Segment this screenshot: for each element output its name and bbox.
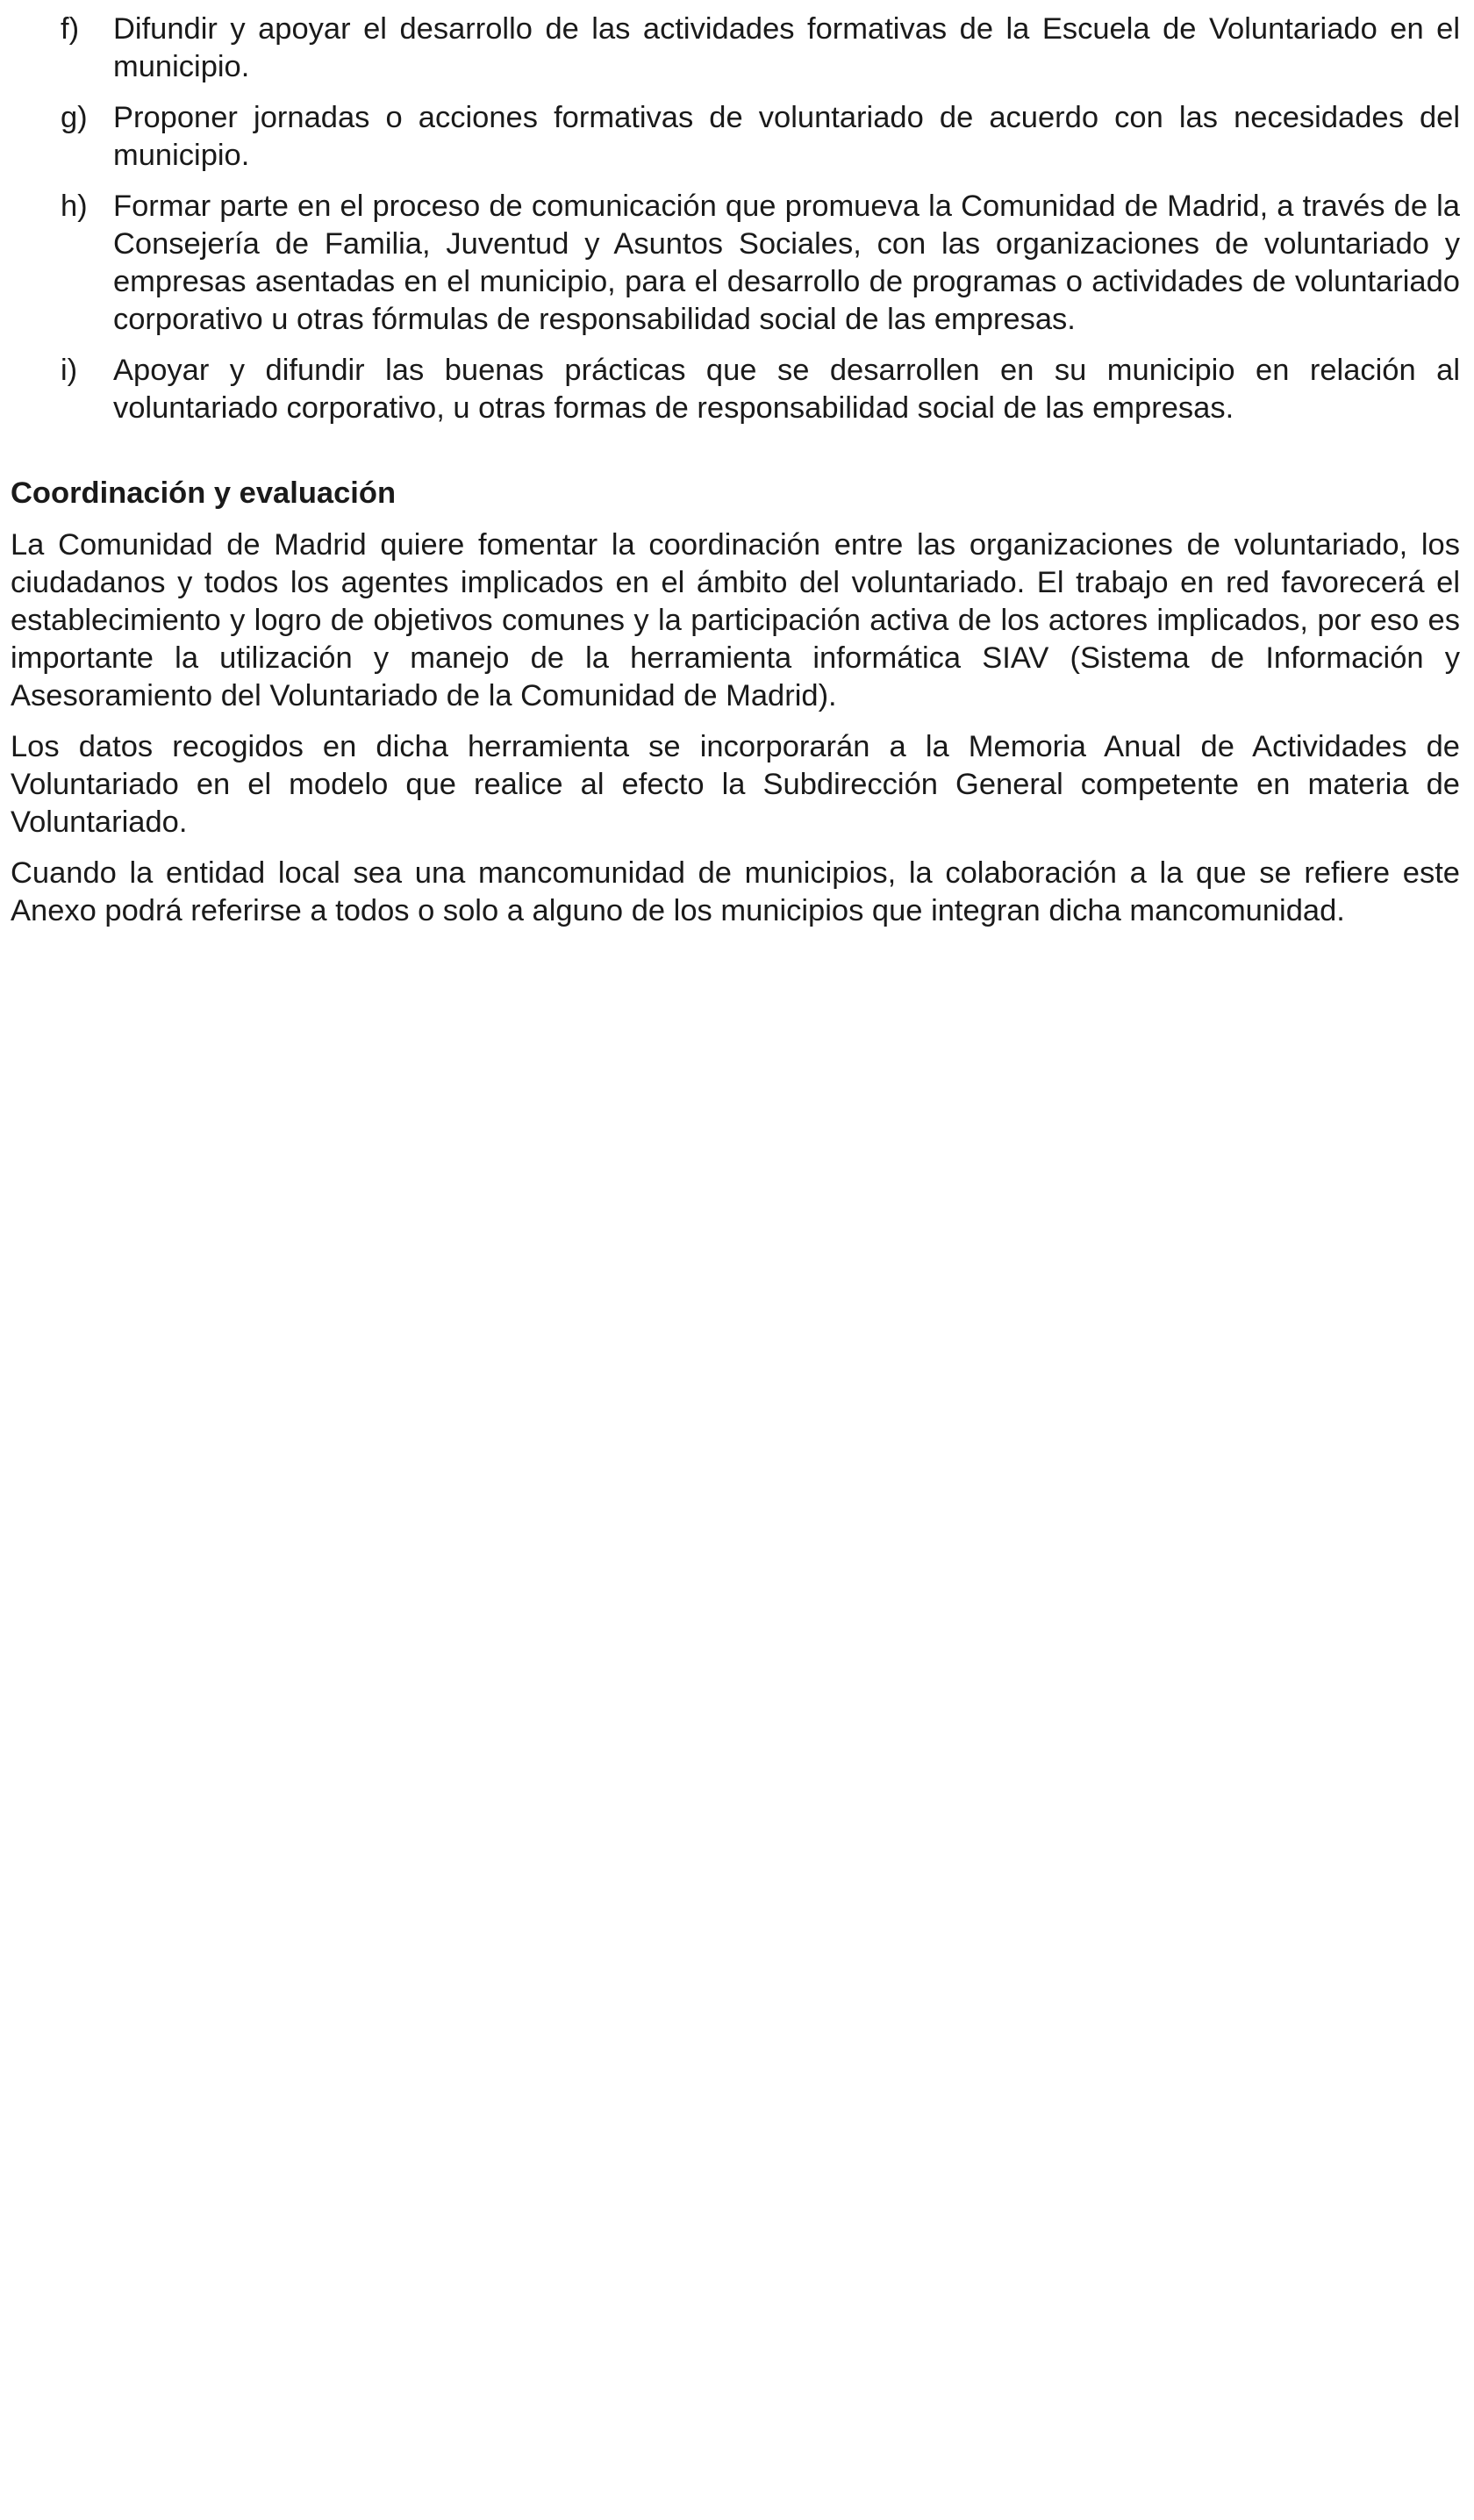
- paragraph-mancomunidad: Cuando la entidad local sea una mancomunidad de municipios, la colaboración a la que se refiere este Anexo podrá referirse a todos o solo a alguno de los municipios que integran dicha mancomunidad.: [11, 856, 1460, 927]
- list-item-marker: i): [61, 354, 78, 387]
- list-item-text: Apoyar y difundir las buenas prácticas que se desarrollen en su municipio en relación al voluntariado corporativo, u otras formas de responsabilidad social de las empresas.: [113, 354, 1460, 425]
- list-item: [11, 11, 1460, 86]
- list-item: [11, 352, 1460, 427]
- list-item-text: Difundir y apoyar el desarrollo de las actividades formativas de la Escuela de Voluntariado en el municipio.: [113, 12, 1460, 83]
- list-item-marker: g): [61, 101, 88, 134]
- list-item: [11, 188, 1460, 339]
- list-item-text: Formar parte en el proceso de comunicación que promueva la Comunidad de Madrid, a través de la Consejería de Familia, Juventud y Asuntos Sociales, con las organizaciones de voluntariado y empresas asentadas en el municipio, para el desarrollo de programas o actividades de voluntariado corporativo u otras fórmulas de responsabilidad social de las empresas.: [113, 190, 1460, 336]
- section-heading: Coordinación y evaluación: [11, 476, 397, 510]
- list-item-marker: h): [61, 190, 88, 223]
- paragraph-coordination: La Comunidad de Madrid quiere fomentar la coordinación entre las organizaciones de voluntariado, los ciudadanos y todos los agentes implicados en el ámbito del voluntariado. El trabajo en red favorecerá el establecimiento y logro de objetivos comunes y la participación activa de los actores implicados, por eso es importante la utilización y manejo de la herramienta informática SIAV (Sistema de Información y Asesoramiento del Voluntariado de la Comunidad de Madrid).: [11, 528, 1460, 712]
- paragraph-data-collection: Los datos recogidos en dicha herramienta se incorporarán a la Memoria Anual de Actividades de Voluntariado en el modelo que realice al efecto la Subdirección General competente en materia de Voluntariado.: [11, 730, 1460, 839]
- document-page: [11, 11, 1460, 943]
- list-item: [11, 99, 1460, 175]
- list-item-text: Proponer jornadas o acciones formativas de voluntariado de acuerdo con las necesidades del municipio.: [113, 101, 1460, 172]
- list-item-marker: f): [61, 12, 80, 46]
- functions-list: [11, 11, 1460, 427]
